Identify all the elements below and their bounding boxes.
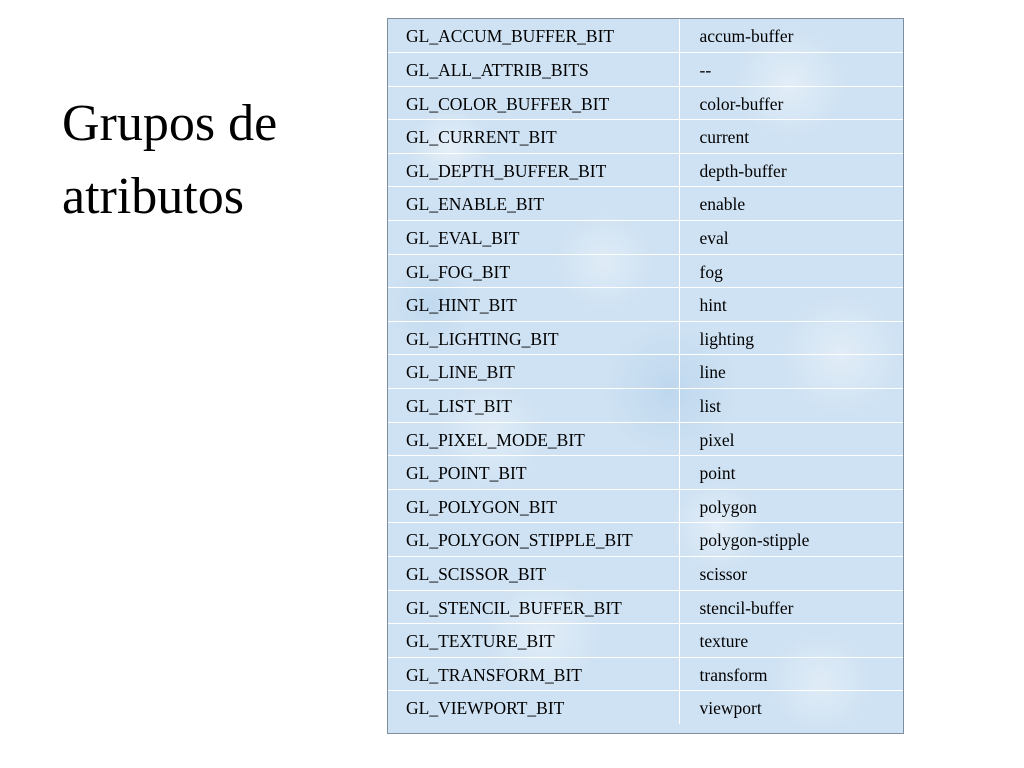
attribute-group-name: color-buffer [679, 86, 903, 120]
table-row [388, 389, 903, 423]
table-body [388, 19, 903, 724]
slide-title [62, 88, 362, 234]
table-row [388, 657, 903, 691]
attribute-group-name: line [679, 355, 903, 389]
attribute-bit-name: GL_LIST_BIT [388, 389, 679, 423]
attribute-table [388, 19, 903, 724]
table-row [388, 187, 903, 221]
attribute-group-name: lighting [679, 321, 903, 355]
attribute-group-name: scissor [679, 557, 903, 591]
attribute-group-name: fog [679, 254, 903, 288]
table-row [388, 355, 903, 389]
table-row [388, 53, 903, 87]
attribute-group-name: -- [679, 53, 903, 87]
attribute-group-name: stencil-buffer [679, 590, 903, 624]
attribute-bit-name: GL_POLYGON_BIT [388, 489, 679, 523]
attribute-bit-name: GL_POLYGON_STIPPLE_BIT [388, 523, 679, 557]
attribute-bit-name: GL_EVAL_BIT [388, 221, 679, 255]
table-row [388, 153, 903, 187]
attribute-group-name: polygon-stipple [679, 523, 903, 557]
table-row [388, 691, 903, 725]
attribute-group-name: current [679, 120, 903, 154]
table-row [388, 422, 903, 456]
attribute-group-name: pixel [679, 422, 903, 456]
attribute-group-name: viewport [699, 698, 762, 719]
attribute-group-name: enable [679, 187, 903, 221]
attribute-bit-name: GL_HINT_BIT [388, 288, 679, 322]
table-row [388, 288, 903, 322]
attribute-group-name: texture [679, 624, 903, 658]
attribute-bit-name: GL_LIGHTING_BIT [388, 321, 679, 355]
attribute-bit-name: GL_CURRENT_BIT [388, 120, 679, 154]
attribute-bit-name: GL_SCISSOR_BIT [388, 557, 679, 591]
attribute-bit-name: GL_PIXEL_MODE_BIT [388, 422, 679, 456]
attribute-group-name: list [679, 389, 903, 423]
attribute-bit-name: GL_TRANSFORM_BIT [388, 657, 679, 691]
attribute-bit-name: GL_TEXTURE_BIT [388, 624, 679, 658]
slide-title-line-2: atributos [62, 167, 244, 225]
table-row [388, 557, 903, 591]
attribute-group-name: point [679, 456, 903, 490]
attribute-group-name: hint [679, 288, 903, 322]
attribute-bit-name: GL_ALL_ATTRIB_BITS [388, 53, 679, 87]
table-row [388, 254, 903, 288]
table-row [388, 19, 903, 53]
table-row [388, 456, 903, 490]
attribute-bit-name: GL_STENCIL_BUFFER_BIT [388, 590, 679, 624]
attribute-group-name: polygon [679, 489, 903, 523]
table-row [388, 86, 903, 120]
attribute-bit-name: GL_FOG_BIT [388, 254, 679, 288]
attribute-bit-name: GL_VIEWPORT_BIT [388, 691, 679, 725]
table-row [388, 120, 903, 154]
attribute-group-name: depth-buffer [679, 153, 903, 187]
attribute-bit-name: GL_POINT_BIT [388, 456, 679, 490]
table-row [388, 523, 903, 557]
attribute-group-name: transform [679, 657, 903, 691]
attribute-group-name: eval [679, 221, 903, 255]
table-row [388, 624, 903, 658]
table-row [388, 321, 903, 355]
attribute-group-name: accum-buffer [679, 19, 903, 53]
table-row [388, 221, 903, 255]
attribute-bit-name: GL_ENABLE_BIT [388, 187, 679, 221]
attribute-bit-name: GL_LINE_BIT [388, 355, 679, 389]
table-row [388, 590, 903, 624]
attribute-bit-name: GL_COLOR_BUFFER_BIT [388, 86, 679, 120]
slide-title-line-1: Grupos de [62, 95, 278, 152]
table-row [388, 489, 903, 523]
attribute-groups-table [387, 18, 904, 734]
attribute-bit-name: GL_DEPTH_BUFFER_BIT [388, 153, 679, 187]
attribute-bit-name: GL_ACCUM_BUFFER_BIT [388, 19, 679, 53]
